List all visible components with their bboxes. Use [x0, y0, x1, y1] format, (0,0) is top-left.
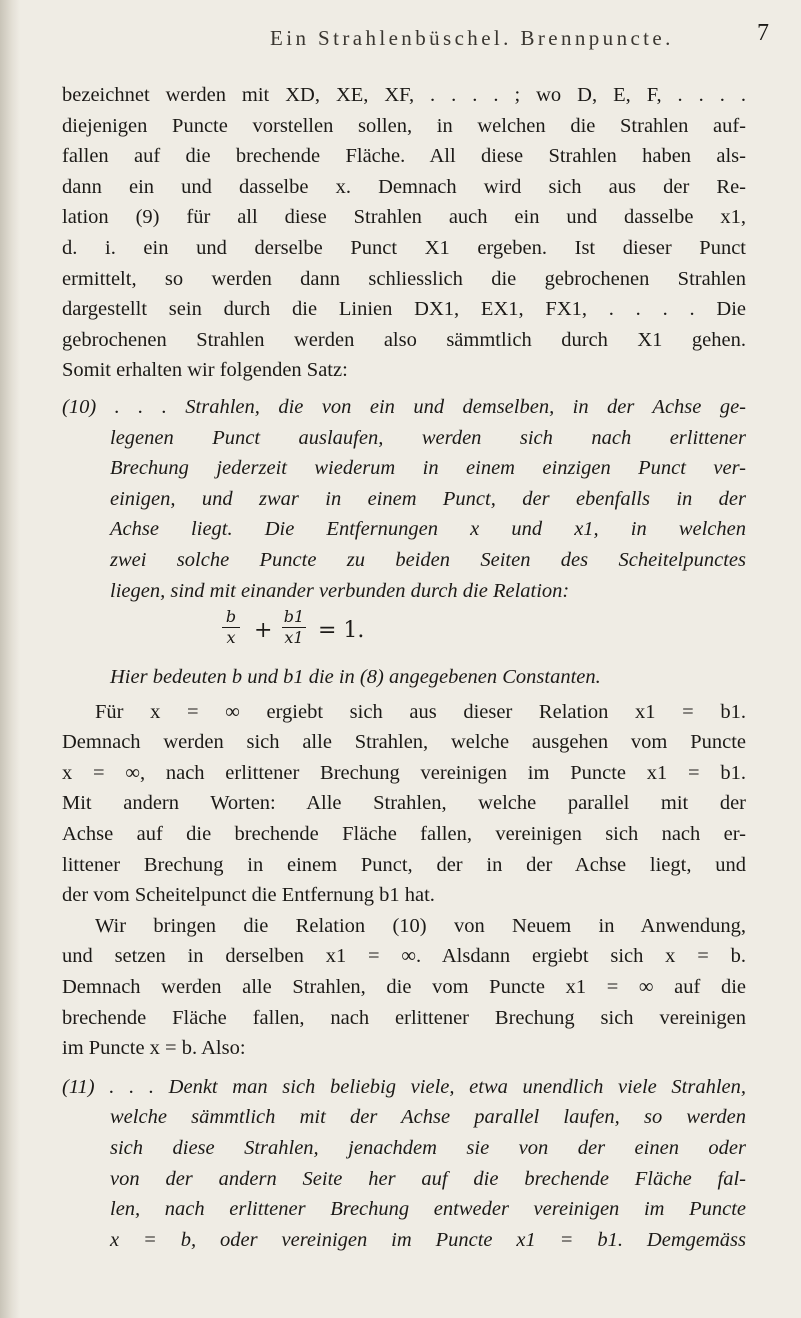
theorem-line: sich diese Strahlen, jenachdem sie von der einen oder: [110, 1137, 746, 1159]
theorem-line: (11) . . . Denkt man sich beliebig viele, etwa unendlich viele Strahlen,: [62, 1075, 746, 1098]
theorem-line: liegen, sind mit einander verbunden durch die Relation:: [110, 579, 570, 602]
text-line: der vom Scheitelpunct die Entfernung b1 hat.: [62, 884, 435, 907]
text-line: Mit andern Worten: Alle Strahlen, welche parallel mit der: [62, 792, 746, 815]
text-line: d. i. ein und derselbe Punct X1 ergeben. Ist dieser Punct: [62, 236, 746, 259]
text-line: lation (9) für all diese Strahlen auch ein und dasselbe x1,: [62, 206, 746, 229]
text-line: bezeichnet werden mit XD, XE, XF, . . . . ; wo D, E, F, . . . .: [62, 84, 746, 106]
running-head: Ein Strahlenbüschel. Brennpuncte.: [270, 26, 674, 50]
text-line: Demnach werden alle Strahlen, die vom Puncte x1 = ∞ auf die: [62, 976, 746, 999]
plus-sign: +: [254, 618, 273, 644]
text-line: Demnach werden sich alle Strahlen, welche ausgehen vom Puncte: [62, 731, 746, 754]
text-line: dann ein und dasselbe x. Demnach wird sich aus der Re-: [62, 175, 746, 198]
fraction-b-over-x: [222, 608, 240, 647]
text-line: Somit erhalten wir folgenden Satz:: [62, 359, 348, 382]
constants-note: Hier bedeuten b und b1 die in (8) angegebenen Constanten.: [110, 666, 601, 689]
text-line: fallen auf die brechende Fläche. All diese Strahlen haben als-: [62, 145, 746, 168]
text-line: ermittelt, so werden dann schliesslich die gebrochenen Strahlen: [62, 267, 746, 290]
theorem-line: x = b, oder vereinigen im Puncte x1 = b1. Demgemäss: [110, 1228, 746, 1251]
theorem-line: legenen Punct auslaufen, werden sich nach erlittener: [110, 426, 746, 449]
relation-formula: [212, 606, 746, 662]
page-body: [62, 80, 746, 1255]
text-line: gebrochenen Strahlen werden also sämmtlich durch X1 gehen.: [62, 328, 746, 351]
text-line: x = ∞, nach erlittener Brechung vereinigen im Puncte x1 = b1.: [62, 761, 746, 784]
theorem-line: einigen, und zwar in einem Punct, der ebenfalls in der: [110, 487, 746, 510]
page-gutter-shadow: [0, 0, 20, 1318]
paragraph-3: [62, 911, 746, 1064]
page-number: 7: [757, 20, 769, 46]
paragraph-1: [62, 80, 746, 386]
text-line: brechende Fläche fallen, nach erlittener Brechung sich vereinigen: [62, 1006, 746, 1029]
text-line: dargestellt sein durch die Linien DX1, EX1, FX1, . . . . Die: [62, 298, 746, 321]
text-line: Für x = ∞ ergiebt sich aus dieser Relation x1 = b1.: [95, 700, 746, 723]
theorem-line: welche sämmtlich mit der Achse parallel laufen, so werden: [110, 1106, 746, 1129]
theorem-line: Brechung jederzeit wiederum in einem einzigen Punct ver-: [110, 457, 746, 480]
theorem-line: Achse liegt. Die Entfernungen x und x1, in welchen: [110, 518, 746, 541]
theorem-line: von der andern Seite her auf die brechende Fläche fal-: [110, 1167, 746, 1190]
text-line: Achse auf die brechende Fläche fallen, vereinigen sich nach er-: [62, 823, 746, 846]
theorem-11: [62, 1072, 746, 1256]
equals-one: = 1.: [318, 618, 365, 644]
text-line: und setzen in derselben x1 = ∞. Alsdann ergiebt sich x = b.: [62, 945, 746, 968]
numerator: b: [225, 607, 237, 627]
paragraph-2: [62, 697, 746, 911]
fraction-b1-over-x1: [282, 608, 306, 647]
text-line: diejenigen Puncte vorstellen sollen, in welchen die Strahlen auf-: [62, 114, 746, 137]
text-line: littener Brechung in einem Punct, der in der Achse liegt, und: [62, 853, 746, 876]
theorem-line: len, nach erlittener Brechung entweder vereinigen im Puncte: [110, 1198, 746, 1221]
text-line: im Puncte x = b. Also:: [62, 1037, 246, 1060]
theorem-line: zwei solche Puncte zu beiden Seiten des Scheitelpunctes: [110, 548, 746, 571]
numerator: b1: [283, 607, 305, 627]
theorem-10: [62, 392, 746, 606]
denominator: x1: [284, 628, 304, 648]
denominator: x: [226, 628, 236, 648]
text-line: Wir bringen die Relation (10) von Neuem in Anwendung,: [95, 914, 746, 937]
theorem-line: (10) . . . Strahlen, die von ein und demselben, in der Achse ge-: [62, 395, 746, 418]
